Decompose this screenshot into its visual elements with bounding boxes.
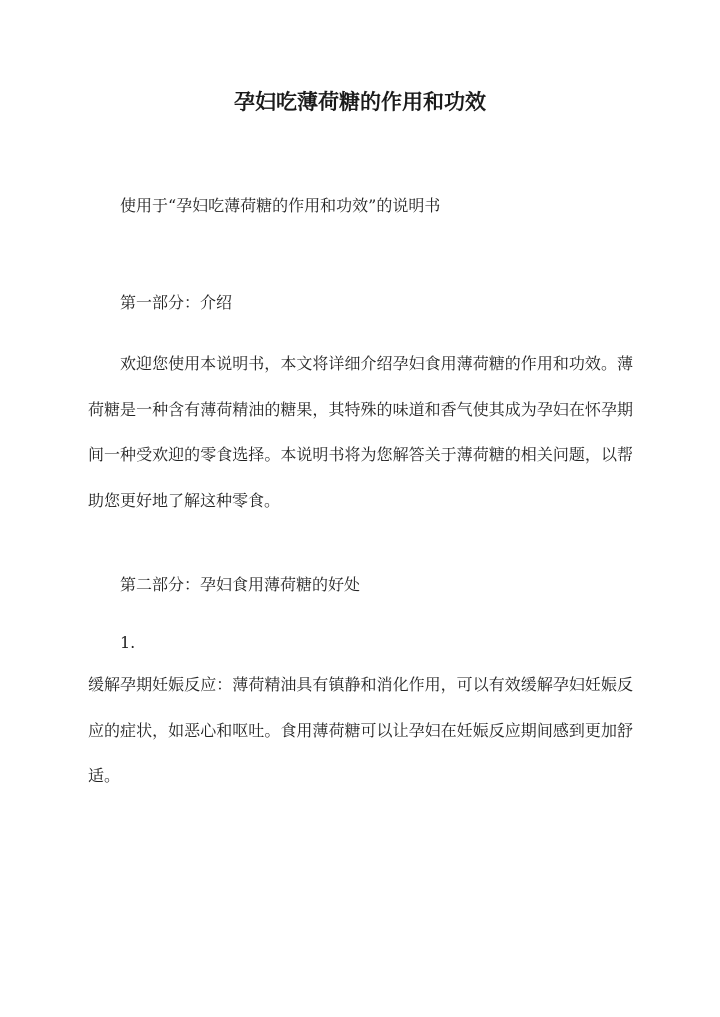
document-title: 孕妇吃薄荷糖的作用和功效 [234, 89, 486, 114]
section1-paragraph: 欢迎您使用本说明书，本文将详细介绍孕妇食用薄荷糖的作用和功效。薄荷糖是一种含有薄荷精油的糖果，其特殊的味道和香气使其成为孕妇在怀孕期间一种受欢迎的零食选择。本说明书将为您解答关于薄荷糖的相关问题，以帮助您更好地了解这种零食。 [88, 354, 633, 510]
intro-line: 使用于“孕妇吃薄荷糖的作用和功效”的说明书 [120, 196, 441, 215]
list-item-number: 1. [120, 633, 136, 652]
section2-heading: 第二部分：孕妇食用薄荷糖的好处 [120, 575, 361, 594]
section1-heading: 第一部分：介绍 [120, 293, 233, 312]
list-item-text: 缓解孕期妊娠反应：薄荷精油具有镇静和消化作用，可以有效缓解孕妇妊娠反应的症状，如恶心和呕吐。食用薄荷糖可以让孕妇在妊娠反应期间感到更加舒适。 [88, 675, 633, 785]
